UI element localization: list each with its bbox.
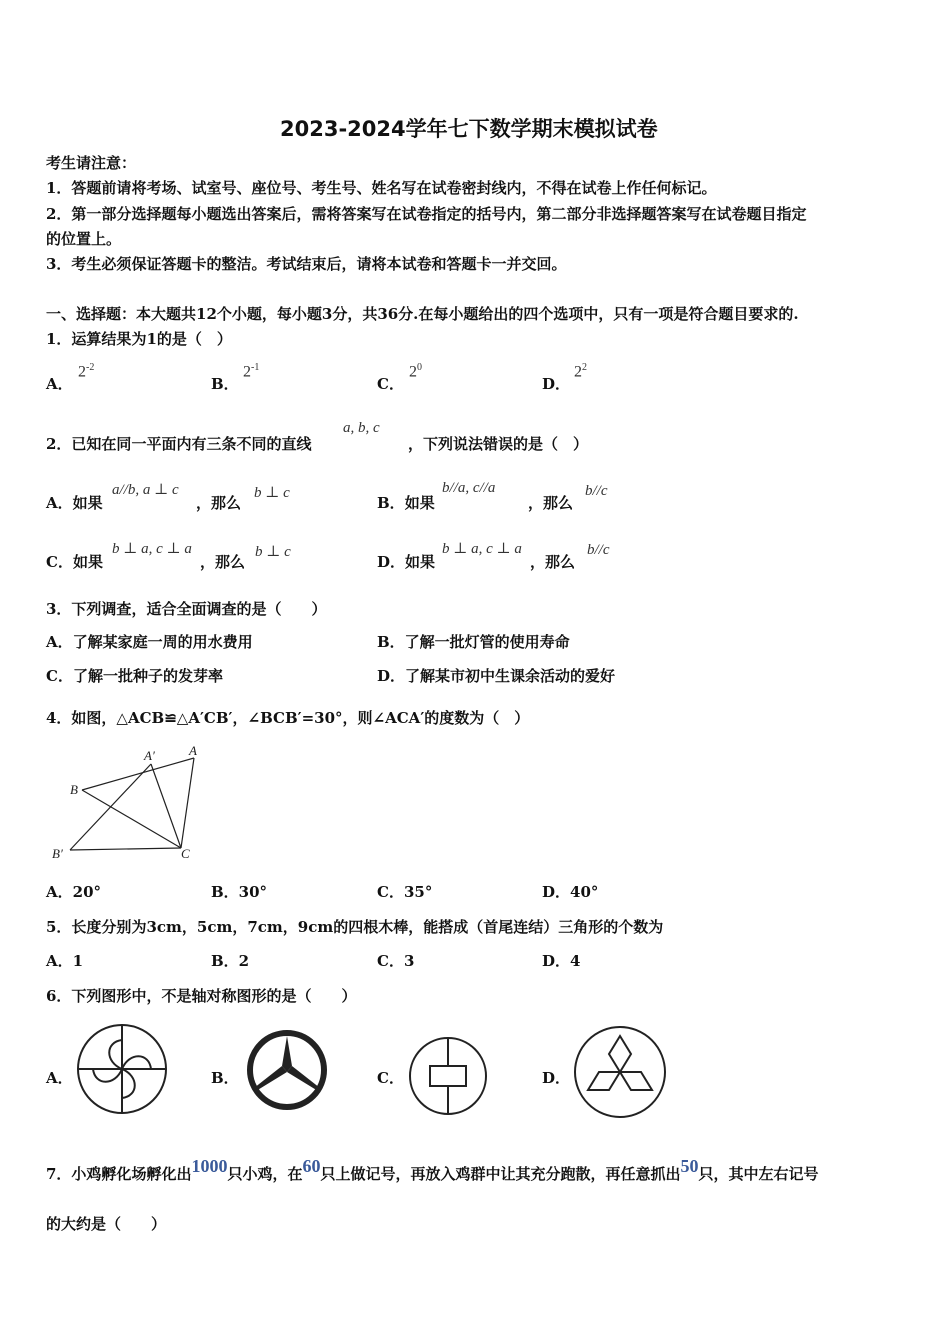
q3-stem: 3．下列调查，适合全面调查的是（ ） [46,600,327,618]
notice-line-2-cont: 的位置上。 [46,230,122,248]
q4-option-b: B．30° [211,883,268,901]
q1-stem: 1．运算结果为1的是（ ） [46,330,232,348]
q7-stem-line-2: 的大约是（ ） [46,1215,167,1233]
q6-figure-a [75,1022,169,1116]
q2-c-result: b ⊥ c [255,544,291,560]
q2-d-condition: b ⊥ a, c ⊥ a [442,541,522,557]
q2-b-result: b//c [585,483,608,499]
q6-option-d: D． [542,1069,571,1087]
q2-option-d: D．如果 [377,553,436,571]
q5-option-a: A．1 [46,952,84,970]
section-heading: 一、选择题：本大题共12个小题，每小题3分，共36分.在每小题给出的四个选项中，只有一项是符合题目要求的. [46,305,799,323]
q1-option-c-expr: $2^0$ [409,362,422,381]
label-A-prime: A′ [144,748,155,763]
q2-d-result: b//c [587,542,610,558]
q3-option-b: B．了解一批灯管的使用寿命 [377,633,570,651]
q3-option-c: C．了解一批种子的发芽率 [46,667,223,685]
q2-c-then-word: ，那么 [200,553,246,571]
q2-option-b: B．如果 [377,494,435,512]
q6-figure-d [571,1024,669,1120]
q6-figure-c [406,1034,490,1118]
q6-figure-b [244,1028,330,1112]
notice-heading: 考生请注意： [46,154,137,172]
q1-option-d-label: D． [542,375,571,393]
q2-vars: a, b, c [343,420,380,436]
notice-line-2: 2．第一部分选择题每小题选出答案后，需将答案写在试卷指定的括号内，第二部分非选择题答案写在试卷题目指定 [46,205,807,223]
q4-triangle-figure [48,740,208,866]
label-C: C [181,846,190,861]
q6-option-b: B． [211,1069,239,1087]
q2-a-then-word: ，那么 [196,494,242,512]
q7-number-50: 50 [680,1156,699,1176]
q3-option-a: A．了解某家庭一周的用水费用 [46,633,253,651]
q1-option-b-expr: $2^{-1}$ [243,362,260,381]
q7-stem: 7．小鸡孵化场孵化出1000只小鸡，在60只上做记号，再放入鸡群中让其充分跑散，再任意抓出50只，其中左右记号 [46,1156,819,1183]
label-B: B [70,782,78,797]
q2-a-result: b ⊥ c [254,485,290,501]
q5-stem: 5．长度分别为3cm，5cm，7cm，9cm的四根木棒，能搭成（首尾连结）三角形的个数为 [46,918,664,936]
q1-option-a-expr: $2^{-2}$ [78,362,95,381]
q2-stem-1: 2．已知在同一平面内有三条不同的直线 [46,435,312,453]
q2-b-condition: b//a, c//a [442,480,496,496]
q1-option-d-expr: $2^2$ [574,362,587,381]
q1-option-a-label: A． [46,375,73,393]
q2-stem-2: ，下列说法错误的是（ ） [408,435,589,453]
q2-option-a: A．如果 [46,494,103,512]
q4-stem: 4．如图，△ACB≌△A′CB′，∠BCB′=30°，则∠ACA′的度数为（ ） [46,709,530,727]
q3-option-d: D．了解某市初中生课余活动的爱好 [377,667,616,685]
q6-stem: 6．下列图形中，不是轴对称图形的是（ ） [46,987,357,1005]
q5-option-c: C．3 [377,952,415,970]
q4-option-d: D．40° [542,883,599,901]
q7-number-60: 60 [302,1156,321,1176]
q2-option-c: C．如果 [46,553,103,571]
q6-option-a: A． [46,1069,73,1087]
notice-line-3: 3．考生必须保证答题卡的整洁。考试结束后，请将本试卷和答题卡一并交回。 [46,255,567,273]
page-title: 2023-2024学年七下数学期末模拟试卷 [280,117,658,141]
q4-option-c: C．35° [377,883,433,901]
q1-option-c-label: C． [377,375,404,393]
label-A: A [189,743,197,758]
q7-number-1000: 1000 [191,1156,228,1176]
notice-line-1: 1．答题前请将考场、试室号、座位号、考生号、姓名写在试卷密封线内，不得在试卷上作任何标记。 [46,179,717,197]
q4-option-a: A．20° [46,883,102,901]
q5-option-d: D．4 [542,952,581,970]
q2-a-condition: a//b, a ⊥ c [112,482,179,498]
q2-b-then-word: ，那么 [528,494,574,512]
label-B-prime: B′ [52,846,63,861]
q2-c-condition: b ⊥ a, c ⊥ a [112,541,192,557]
q2-d-then-word: ，那么 [530,553,576,571]
q6-option-c: C． [377,1069,404,1087]
q1-option-b-label: B． [211,375,239,393]
q5-option-b: B．2 [211,952,250,970]
